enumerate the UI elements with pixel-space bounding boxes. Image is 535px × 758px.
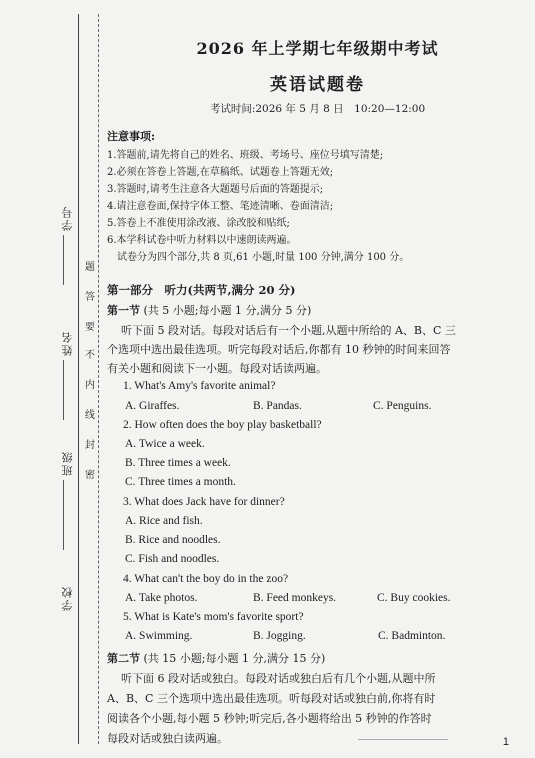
option-2c: C. Three times a month. (125, 476, 236, 488)
option-3a: A. Rice and fish. (125, 515, 203, 527)
option-1a: A. Giraffes. (125, 400, 180, 412)
exam-title: 2026 年上学期七年级期中考试 (196, 39, 439, 58)
option-1c: C. Penguins. (373, 400, 432, 412)
student-id-label: 学号 (61, 205, 74, 231)
section2-instruction: 每段对话或独白读两遍。 (107, 732, 228, 745)
student-id-line (63, 235, 64, 285)
seal-dashed-line (98, 14, 99, 744)
question-3: 3. What does Jack have for dinner? (123, 496, 285, 508)
notice-item: 3.答题时,请考生注意各大题题号后面的答题提示; (107, 184, 324, 195)
seal-char: 线 (84, 406, 96, 421)
option-2a: A. Twice a week. (125, 438, 205, 450)
seal-char: 题 (84, 258, 96, 273)
option-5c: C. Badminton. (378, 630, 446, 642)
notice-title: 注意事项: (107, 130, 156, 143)
section1-title: 第一节 (107, 304, 140, 317)
option-1b: B. Pandas. (253, 400, 302, 412)
option-5b: B. Jogging. (253, 630, 306, 642)
section1-desc: (共 5 小题;每小题 1 分,满分 5 分) (143, 304, 312, 317)
option-4a: A. Take photos. (125, 592, 198, 604)
class-line (63, 480, 64, 550)
option-4c: C. Buy cookies. (377, 592, 451, 604)
exam-subtitle: 英语试题卷 (270, 75, 365, 95)
section2-instruction: 听下面 6 段对话或独白。每段对话或独白后有几个小题,从题中所 (121, 672, 436, 685)
page-number: 1 (502, 736, 509, 748)
section2-desc: (共 15 小题;每小题 1 分,满分 15 分) (143, 652, 326, 665)
section1-instruction: 有关小题和阅读下一小题。每段对话读两遍。 (107, 362, 327, 375)
question-1: 1. What's Amy's favorite animal? (123, 380, 276, 392)
seal-char: 密 (84, 466, 96, 481)
notice-item: 5.答卷上不准使用涂改液、涂改胶和贴纸; (107, 218, 290, 229)
binding-margin (0, 0, 100, 758)
name-line (63, 360, 64, 420)
question-4: 4. What can't the boy do in the zoo? (123, 573, 289, 585)
seal-char: 不 (84, 346, 96, 361)
section2-heading (107, 650, 325, 666)
notice-item: 4.请注意卷面,保持字体工整、笔迹清晰、卷面清洁; (107, 201, 334, 212)
section1-instruction: 个选项中选出最佳选项。听完每段对话后,你都有 10 秒钟的时间来回答 (107, 343, 451, 356)
part1-title: 第一部分 听力(共两节,满分 20 分) (107, 283, 296, 297)
seal-char: 内 (84, 376, 96, 391)
footer-rule (358, 739, 448, 740)
notice-item: 1.答题前,请先将自己的姓名、班级、考场号、座位号填写清楚; (107, 150, 384, 161)
section2-title: 第二节 (107, 652, 140, 665)
school-label: 学校 (61, 585, 74, 611)
seal-char: 要 (84, 318, 96, 333)
class-label: 班级 (61, 450, 74, 476)
section2-instruction: 阅读各个小题,每小题 5 秒钟;听完后,各小题将给出 5 秒钟的作答时 (107, 712, 432, 725)
question-5: 5. What is Kate's mom's favorite sport? (123, 611, 304, 623)
margin-border-line (78, 14, 79, 744)
seal-char: 答 (84, 288, 96, 303)
option-2b: B. Three times a week. (125, 457, 231, 469)
section1-heading (107, 302, 311, 318)
exam-time: 考试时间:2026 年 5 月 8 日 10:20—12:00 (209, 103, 426, 115)
option-4b: B. Feed monkeys. (253, 592, 337, 604)
notice-item: 6.本学科试卷中听力材料以中速朗读两遍。 (107, 235, 297, 246)
seal-char: 封 (84, 436, 96, 451)
notice-item: 2.必须在答卷上答题,在草稿纸、试题卷上答题无效; (107, 167, 334, 178)
option-3c: C. Fish and noodles. (125, 553, 220, 565)
option-3b: B. Rice and noodles. (125, 534, 221, 546)
name-label: 姓名 (61, 330, 74, 356)
option-5a: A. Swimming. (125, 630, 193, 642)
notice-summary: 试卷分为四个部分,共 8 页,61 小题,时量 100 分钟,满分 100 分。 (117, 252, 410, 263)
section2-instruction: A、B、C 三个选项中选出最佳选项。听每段对话或独白前,你将有时 (107, 692, 436, 705)
question-2: 2. How often does the boy play basketball? (123, 419, 322, 431)
section1-instruction: 听下面 5 段对话。每段对话后有一个小题,从题中所给的 A、B、C 三 (121, 324, 456, 337)
